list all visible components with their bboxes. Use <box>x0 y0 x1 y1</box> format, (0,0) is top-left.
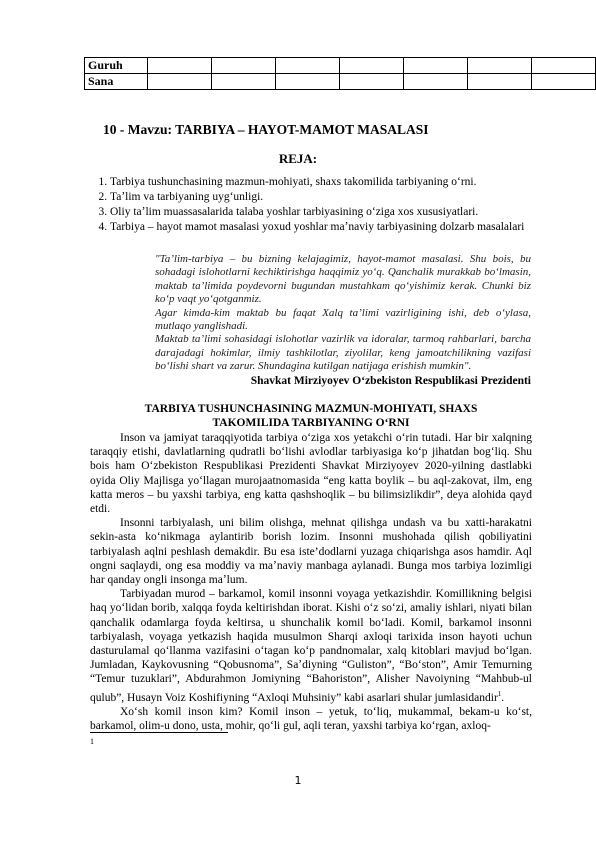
table-row <box>85 74 596 90</box>
page-title: 10 - Mavzu: TARBIYA – HAYOT-MAMOT MASALASI <box>103 122 429 137</box>
plan-item: 4. Tarbiya – hayot mamot masalasi yoxud yoshlar maʼnaviy tarbiyasining dolzarb masalalari <box>110 220 552 234</box>
paragraph: Tarbiyadan murod – barkamol, komil insonni voyaga yetkazishdir. Komillikning belgisi haq yoʻlidan borib, xalqqa foyda keltirishdan iborat. Kishi oʻz soʻzi, amaliy ishlari, niyati bilan qanchalik odamlarga foyda keltirsa, u shunchalik komil boʻladi. Komil, barkamol insonni tarbiyalash, voyaga yetkazish haqida musulmon Sharqi axloqi tarixida inson hayoti uchun dasturulamal qoʻllanma vazifasini oʻtagan koʻp pandnomalar, xalq kitoblari mavjud boʻlgan. Jumladan, Kaykovusning “Qobusnoma”, Saʼdiyning “Guliston”, “Boʻston”, Amir Temurning “Temur tuzuklari”, Abdurahmon Jomiyning “Bahoriston”, Alisher Navoiyning “Mahbub-ul qulub”, Husayn Voiz Koshifiyning “Axloqi Muhsiniy” kabi asarlari shular jumlasidandir$^1$. <box>90 588 532 704</box>
plan-list <box>90 175 552 235</box>
table-cell <box>339 74 403 90</box>
group-date-table <box>84 57 596 90</box>
table-cell <box>147 58 211 74</box>
table-cell <box>211 58 275 74</box>
table-cell <box>531 58 595 74</box>
footnote-reference[interactable]: 1 <box>497 689 502 698</box>
table-cell <box>147 74 211 90</box>
section-heading-line: TARBIYA TUSHUNCHASINING MAZMUN-MOHIYATI, SHAXS <box>144 403 478 415</box>
quote-author: Shavkat Mirziyoyev Oʻzbekiston Respublikasi Prezidenti <box>250 375 531 387</box>
paragraph: Xoʻsh komil inson kim? Komil inson – yetuk, toʻliq, mukammal, bekam-u koʻst, barkamol, olim-u dono, usta, mohir, qoʻli gul, aqli teran, yaxshi tarbiya koʻrgan, axloq- <box>90 705 532 732</box>
quote-paragraph: Maktab ta’limi sohasidagi islohotlar vazirlik va idoralar, tarmoq rahbarlari, barcha darajadagi hokimlar, ilmiy tashkilotlar, ziyolilar, keng jamoatchilikning vazifasi bo‘lishi shart va zarur. Shundagina kutilgan natijaga erishish mumkin". <box>155 333 531 373</box>
table-cell <box>531 74 595 90</box>
table-cell <box>467 74 531 90</box>
plan-item: 1. Tarbiya tushunchasining mazmun-mohiyati, shaxs takomilida tarbiyaning oʻrni. <box>110 175 552 189</box>
epigraph-quote <box>155 253 531 374</box>
body-text <box>90 431 532 733</box>
footnote-divider <box>90 732 228 733</box>
table-cell <box>403 74 467 90</box>
plan-item: 3. Oliy taʼlim muassasalarida talaba yoshlar tarbiyasining oʻziga xos xususiyatlari. <box>110 205 552 219</box>
table-cell <box>403 58 467 74</box>
page-number: 1 <box>294 774 302 787</box>
group-label: Guruh <box>85 58 148 74</box>
table-cell <box>339 58 403 74</box>
quote-paragraph: "Ta’lim-tarbiya – bu bizning kelajagimiz, hayot-mamot masalasi. Shu bois, bu sohadagi islohotlarni kechiktirishga haqqimiz yo‘q. Qanchalik murakkab bo‘lmasin, maktab ta’limida poydevorni bugundan mustahkam qo‘yishimiz kerak. Chunki biz ko‘p vaqt yo‘qotganmiz. <box>155 253 531 306</box>
table-cell <box>211 74 275 90</box>
section-heading-line: TAKOMILIDA TARBIYANING OʻRNI <box>212 417 410 429</box>
table-cell <box>467 58 531 74</box>
plan-heading: REJA: <box>278 151 318 166</box>
quote-paragraph: Agar kimda-kim maktab bu faqat Xalq ta’limi vazirligining ishi, deb o‘ylasa, mutlaqo yanglishadi. <box>155 306 531 333</box>
paragraph: Insonni tarbiyalash, uni bilim olishga, mehnat qilishga undash va bu xatti-harakatni sekin-asta koʻnikmaga aylantirib borish lozim. Insonni mushohada qilish qobiliyatini tarbiyalash aqlni peshlash demakdir. Bu esa iste’dodlarni yuzaga chiqarishga asos hamdir. Aql ongni saqlaydi, ong esa moddiy va maʼnaviy manbaga aylanadi. Bunga mos tarbiya lozimligi har qanday ongli insonga maʼlum. <box>90 517 532 587</box>
plan-item: 2. Taʼlim va tarbiyaning uygʻunligi. <box>110 190 552 204</box>
date-label: Sana <box>85 74 148 90</box>
table-row <box>85 58 596 74</box>
table-cell <box>275 74 339 90</box>
paragraph-text: Tarbiyadan murod – barkamol, komil insonni voyaga yetkazishdir. Komillikning belgisi haq yoʻlidan borib, xalqqa foyda keltirishdan iborat. Kishi oʻz soʻzi, amaliy ishlari, niyati bilan qanchalik odamlarga foyda keltirsa, u shunchalik komil boʻladi. Komil, barkamol insonni tarbiyalash, voyaga yetkazish haqida musulmon Sharqi axloqi tarixida inson hayoti uchun dasturulamal qoʻllanma vazifasini oʻtagan koʻp pandnomalar, xalq kitoblari mavjud boʻlgan. Jumladan, Kaykovusning “Qobusnoma”, Saʼdiyning “Guliston”, “Boʻston”, Amir Temurning “Temur tuzuklari”, Abdurahmon Jomiyning “Bahoriston”, Alisher Navoiyning “Mahbub-ul qulub”, Husayn Voiz Koshifiyning “Axloqi Muhsiniy” kabi asarlari shular jumlasidandir <box>90 588 532 704</box>
paragraph: Inson va jamiyat taraqqiyotida tarbiya oʻziga xos yetakchi oʻrin tutadi. Har bir xalqning taraqqiy etishi, davlatlarning qudratli boʻlishi avlodlar tarbiyasiga koʻp jihatdan bogʻliq. Shu bois ham Oʻzbekiston Respublikasi Prezidenti Shavkat Mirziyoyev 2020-yilning dastlabki oyida Oliy Majlisga yoʻllagan murojaatnomasida “eng katta boylik – bu aql-zakovat, ilm, eng katta meros – bu yaxshi tarbiya, eng katta qashshoqlik – bu bilimsizlikdir”, deya alohida qayd etdi. <box>90 432 532 516</box>
section-heading <box>90 402 532 430</box>
table-cell <box>275 58 339 74</box>
footnote-mark: 1 <box>90 737 94 746</box>
